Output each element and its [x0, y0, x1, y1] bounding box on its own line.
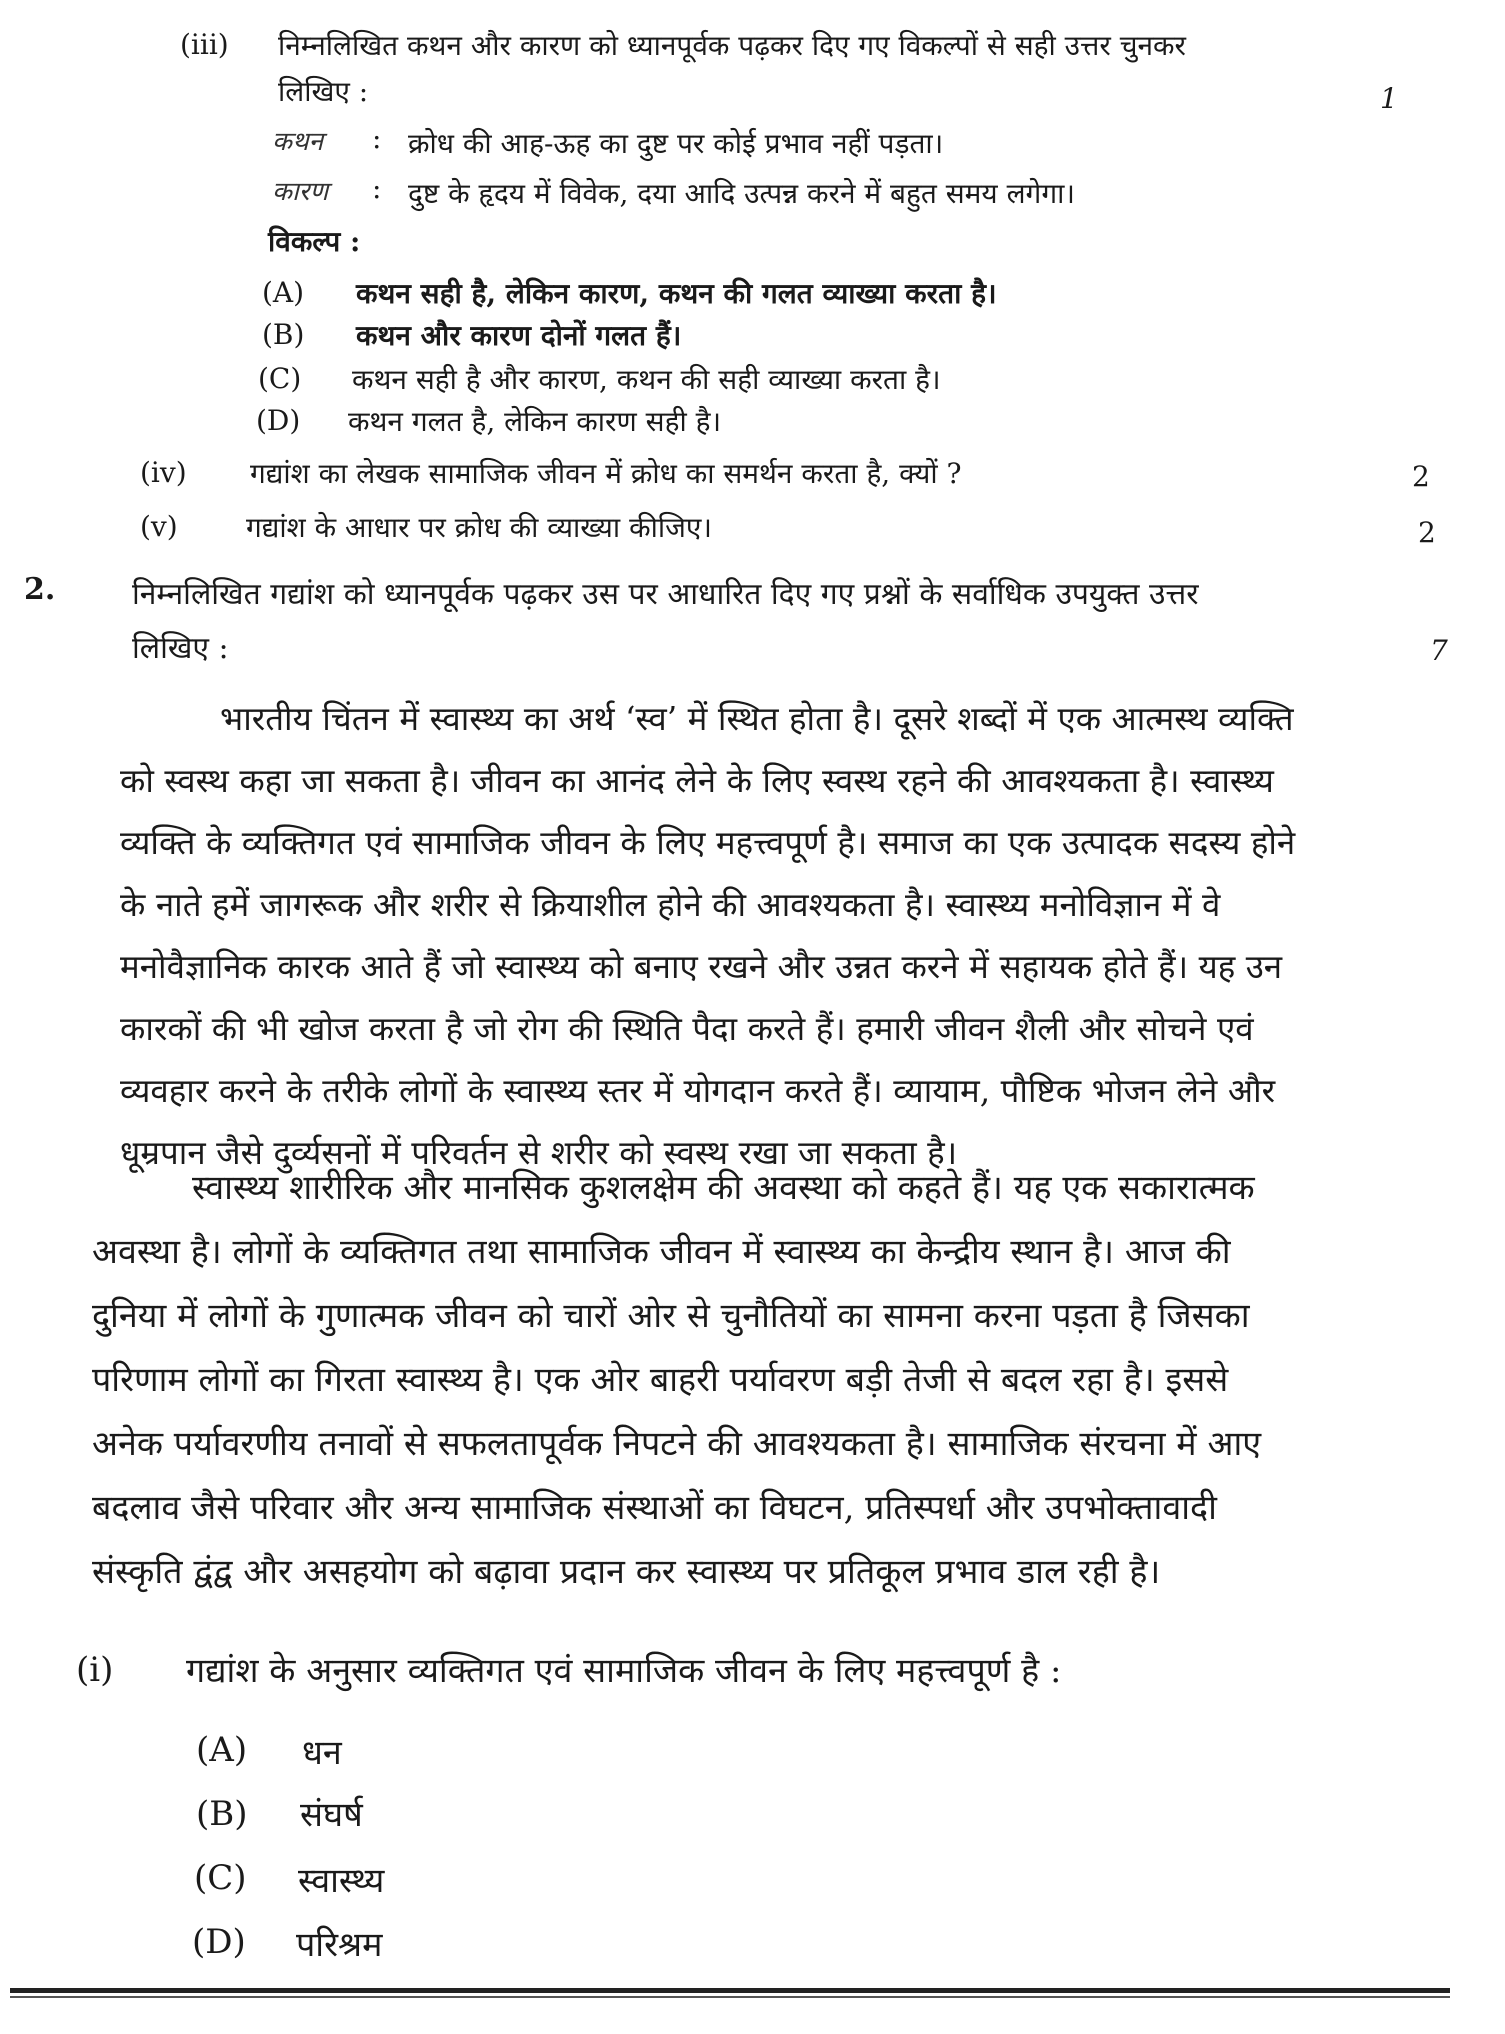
question-number-iv: (iv) [140, 456, 187, 489]
option-key: (C) [258, 362, 302, 395]
passage-paragraph-1 [120, 688, 1295, 1184]
passage-line: स्वास्थ्य शारीरिक और मानसिक कुशलक्षेम की अवस्था को कहते हैं। यह एक सकारात्मक [192, 1168, 1255, 1208]
question-number-v: (v) [140, 510, 178, 543]
question-iii-marks: 1 [1380, 82, 1398, 115]
question-2-instruction-line2: लिखिए : [132, 631, 229, 666]
option-key: (B) [262, 318, 305, 351]
subquestion-number-i: (i) [76, 1650, 114, 1690]
question-v-text: गद्यांश के आधार पर क्रोध की व्याख्या कीजिए। [246, 511, 712, 544]
option-key: (B) [196, 1794, 248, 1834]
passage-line: के नाते हमें जागरूक और शरीर से क्रियाशील होने की आवश्यकता है। स्वास्थ्य मनोविज्ञान में वे [120, 885, 1221, 924]
kathan-label: कथन [272, 127, 324, 157]
passage-line: व्यक्ति के व्यक्तिगत एवं सामाजिक जीवन के लिए महत्त्वपूर्ण है। समाज का एक उत्पादक सदस्य होने [120, 823, 1296, 862]
option-key: (A) [262, 276, 305, 309]
kathan-separator: : [372, 122, 382, 155]
subquestion-i-text: गद्यांश के अनुसार व्यक्तिगत एवं सामाजिक जीवन के लिए महत्त्वपूर्ण है : [186, 1651, 1062, 1691]
option-text: परिश्रम [296, 1925, 383, 1965]
option-text: संघर्ष [300, 1795, 363, 1835]
passage-line: परिणाम लोगों का गिरता स्वास्थ्य है। एक ओर बाहरी पर्यावरण बड़ी तेजी से बदल रहा है। इससे [92, 1360, 1229, 1400]
question-iii-text-line1: निम्नलिखित कथन और कारण को ध्यानपूर्वक पढ़कर दिए गए विकल्पों से सही उत्तर चुनकर [278, 29, 1186, 62]
passage-line: मनोवैज्ञानिक कारक आते हैं जो स्वास्थ्य को बनाए रखने और उन्नत करने में सहायक होते हैं। यह उन [120, 947, 1283, 986]
passage-line: संस्कृति द्वंद्व और असहयोग को बढ़ावा प्रदान कर स्वास्थ्य पर प्रतिकूल प्रभाव डाल रही है। [92, 1552, 1161, 1592]
option-text: स्वास्थ्य [298, 1861, 385, 1901]
passage-line: अनेक पर्यावरणीय तनावों से सफलतापूर्वक निपटने की आवश्यकता है। सामाजिक संरचना में आए [92, 1424, 1262, 1464]
passage-line: अवस्था है। लोगों के व्यक्तिगत तथा सामाजिक जीवन में स्वास्थ्य का केन्द्रीय स्थान है। आज की [92, 1232, 1231, 1272]
question-number-2: 2. [24, 572, 56, 607]
passage-line: दुनिया में लोगों के गुणात्मक जीवन को चारों ओर से चुनौतियों का सामना करना पड़ता है जिसका [92, 1296, 1250, 1336]
passage-line: बदलाव जैसे परिवार और अन्य सामाजिक संस्थाओं का विघटन, प्रतिस्पर्धा और उपभोक्तावादी [92, 1488, 1217, 1528]
passage-line: भारतीय चिंतन में स्वास्थ्य का अर्थ ‘स्व’ में स्थित होता है। दूसरे शब्दों में एक आत्मस्थ व्यक्ति [220, 699, 1294, 738]
page-footer-rule [10, 1988, 1450, 1993]
question-number-iii: (iii) [180, 28, 229, 61]
karan-text: दुष्ट के हृदय में विवेक, दया आदि उत्पन्न करने में बहुत समय लगेगा। [408, 177, 1075, 210]
vikalp-label: विकल्प : [268, 225, 361, 258]
option-key: (D) [192, 1922, 246, 1962]
question-iv-marks: 2 [1412, 460, 1430, 493]
option-text: कथन सही है, लेकिन कारण, कथन की गलत व्याख्या करता है। [356, 277, 997, 310]
passage-line: धूम्रपान जैसे दुर्व्यसनों में परिवर्तन से शरीर को स्वस्थ रखा जा सकता है। [120, 1133, 958, 1172]
option-text: धन [302, 1733, 342, 1773]
passage-line: को स्वस्थ कहा जा सकता है। जीवन का आनंद लेने के लिए स्वस्थ रहने की आवश्यकता है। स्वास्थ्य [120, 761, 1274, 800]
passage-line: कारकों की भी खोज करता है जो रोग की स्थिति पैदा करते हैं। हमारी जीवन शैली और सोचने एवं [120, 1009, 1254, 1048]
question-iv-text: गद्यांश का लेखक सामाजिक जीवन में क्रोध का समर्थन करता है, क्यों ? [250, 457, 962, 490]
passage-line: व्यवहार करने के तरीके लोगों के स्वास्थ्य स्तर में योगदान करते हैं। व्यायाम, पौष्टिक भोजन लेने और [120, 1071, 1276, 1110]
question-2-marks: 7 [1430, 634, 1448, 667]
page-footer-rule-thin [10, 1996, 1450, 1998]
option-key: (C) [194, 1858, 247, 1898]
option-text: कथन गलत है, लेकिन कारण सही है। [348, 405, 722, 438]
kathan-text: क्रोध की आह-ऊह का दुष्ट पर कोई प्रभाव नहीं पड़ता। [408, 127, 944, 160]
question-iii-text-line2: लिखिए : [278, 75, 369, 108]
question-2-instruction-line1: निम्नलिखित गद्यांश को ध्यानपूर्वक पढ़कर उस पर आधारित दिए गए प्रश्नों के सर्वाधिक उपयुक्त उत्तर [132, 577, 1199, 612]
option-text: कथन सही है और कारण, कथन की सही व्याख्या करता है। [352, 363, 941, 396]
question-v-marks: 2 [1418, 516, 1436, 549]
option-key: (A) [196, 1730, 248, 1770]
option-key: (D) [256, 404, 301, 437]
passage-paragraph-2 [92, 1156, 1261, 1604]
option-text: कथन और कारण दोनों गलत हैं। [356, 319, 682, 352]
karan-separator: : [372, 172, 382, 205]
karan-label: कारण [272, 177, 329, 207]
